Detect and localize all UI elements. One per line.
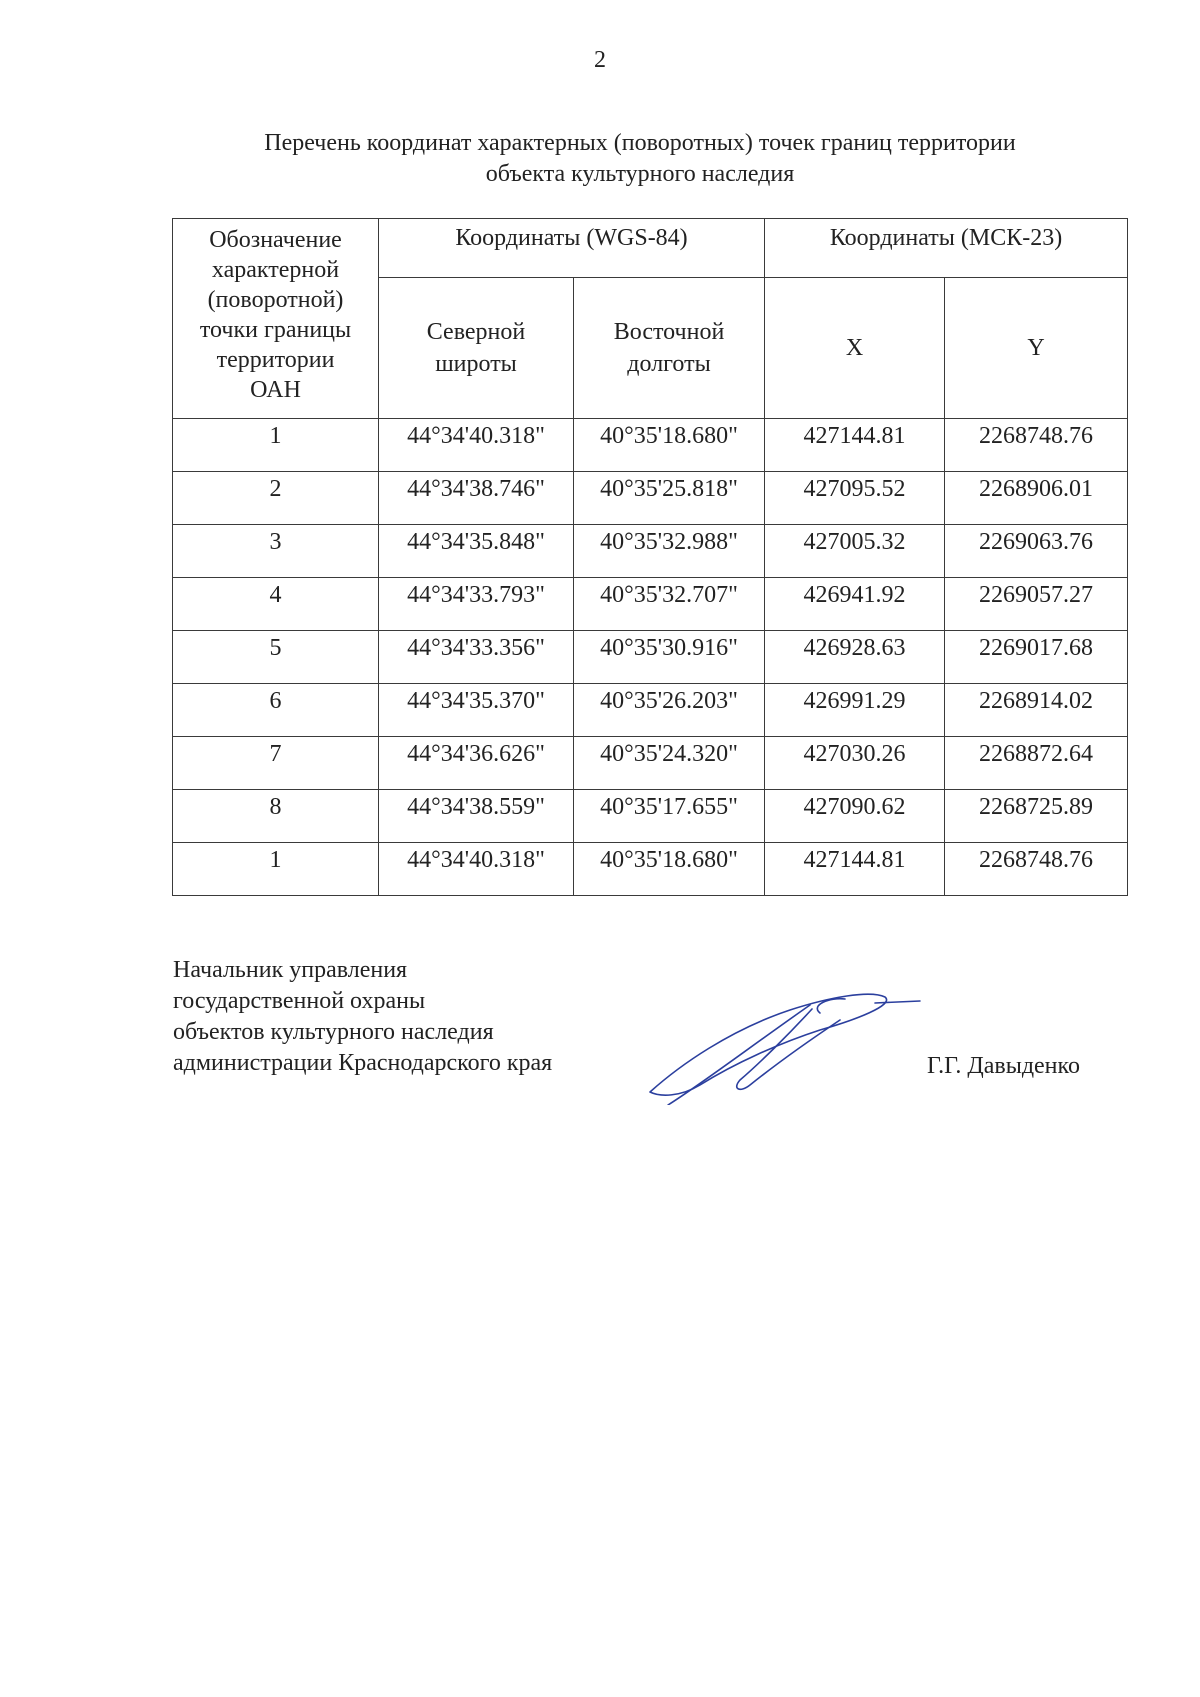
- point-number-cell: 7: [173, 737, 379, 790]
- signer-name: Г.Г. Давыденко: [927, 1053, 1080, 1079]
- point-number-cell: 1: [173, 419, 379, 472]
- point-number-cell: 1: [173, 843, 379, 896]
- longitude-cell: 40°35'17.655": [574, 790, 765, 843]
- latitude-cell: 44°34'40.318": [379, 419, 574, 472]
- x-coordinate-cell: 426991.29: [765, 684, 945, 737]
- longitude-cell: 40°35'30.916": [574, 631, 765, 684]
- table-row: [173, 737, 1128, 790]
- latitude-cell: 44°34'36.626": [379, 737, 574, 790]
- signatory-line-2: государственной охраны: [173, 988, 426, 1014]
- y-coordinate-cell: 2269057.27: [945, 578, 1128, 631]
- point-number-cell: 2: [173, 472, 379, 525]
- x-coordinate-cell: 427144.81: [765, 843, 945, 896]
- table-row: [173, 790, 1128, 843]
- title-line-1: Перечень координат характерных (поворотных) точек границ территории: [264, 130, 1016, 156]
- point-number-cell: 8: [173, 790, 379, 843]
- signatory-title: [173, 955, 552, 1079]
- x-coordinate-cell: 426941.92: [765, 578, 945, 631]
- point-number-cell: 3: [173, 525, 379, 578]
- longitude-cell: 40°35'32.988": [574, 525, 765, 578]
- y-coordinate-cell: 2268872.64: [945, 737, 1128, 790]
- x-coordinate-cell: 427090.62: [765, 790, 945, 843]
- x-coordinate-cell: 427144.81: [765, 419, 945, 472]
- x-coordinate-cell: 427005.32: [765, 525, 945, 578]
- signatory-line-1: Начальник управления: [173, 957, 408, 983]
- latitude-cell: 44°34'38.559": [379, 790, 574, 843]
- table-row: [173, 578, 1128, 631]
- x-coordinate-cell: 427095.52: [765, 472, 945, 525]
- x-coordinate-cell: 427030.26: [765, 737, 945, 790]
- y-coordinate-cell: 2268748.76: [945, 843, 1128, 896]
- table-row: [173, 419, 1128, 472]
- latitude-cell: 44°34'33.793": [379, 578, 574, 631]
- point-number-cell: 4: [173, 578, 379, 631]
- latitude-cell: 44°34'35.848": [379, 525, 574, 578]
- document-title: [160, 128, 1120, 190]
- signatory-line-3: объектов культурного наследия: [173, 1019, 494, 1045]
- table-header-row: [173, 219, 1128, 278]
- y-coordinate-cell: 2269063.76: [945, 525, 1128, 578]
- y-coordinate-cell: 2268914.02: [945, 684, 1128, 737]
- y-coordinate-cell: 2268906.01: [945, 472, 1128, 525]
- point-number-cell: 5: [173, 631, 379, 684]
- longitude-cell: 40°35'24.320": [574, 737, 765, 790]
- title-line-2: объекта культурного наследия: [485, 161, 795, 187]
- coordinates-table: [172, 218, 1128, 896]
- header-msk23: Координаты (МСК-23): [765, 219, 1128, 278]
- longitude-cell: 40°35'32.707": [574, 578, 765, 631]
- table-row: [173, 843, 1128, 896]
- y-coordinate-cell: 2269017.68: [945, 631, 1128, 684]
- table-row: [173, 525, 1128, 578]
- page-number: 2: [594, 47, 606, 73]
- latitude-cell: 44°34'38.746": [379, 472, 574, 525]
- signatory-line-4: администрации Краснодарского края: [173, 1050, 553, 1076]
- table-row: [173, 684, 1128, 737]
- point-number-cell: 6: [173, 684, 379, 737]
- longitude-cell: 40°35'18.680": [574, 843, 765, 896]
- longitude-cell: 40°35'26.203": [574, 684, 765, 737]
- y-coordinate-cell: 2268725.89: [945, 790, 1128, 843]
- header-wgs84: Координаты (WGS-84): [379, 219, 765, 278]
- longitude-cell: 40°35'18.680": [574, 419, 765, 472]
- longitude-cell: 40°35'25.818": [574, 472, 765, 525]
- header-x: X: [765, 278, 945, 419]
- header-north-latitude: Северной широты: [379, 278, 574, 419]
- latitude-cell: 44°34'33.356": [379, 631, 574, 684]
- table-body: [173, 419, 1128, 896]
- header-east-longitude: Восточной долготы: [574, 278, 765, 419]
- latitude-cell: 44°34'40.318": [379, 843, 574, 896]
- x-coordinate-cell: 426928.63: [765, 631, 945, 684]
- table-row: [173, 631, 1128, 684]
- header-y: Y: [945, 278, 1128, 419]
- y-coordinate-cell: 2268748.76: [945, 419, 1128, 472]
- table-row: [173, 472, 1128, 525]
- handwritten-signature: [640, 985, 930, 1105]
- header-point-designation: Обозначение характерной (поворотной) точки границы территории ОАН: [173, 219, 379, 419]
- latitude-cell: 44°34'35.370": [379, 684, 574, 737]
